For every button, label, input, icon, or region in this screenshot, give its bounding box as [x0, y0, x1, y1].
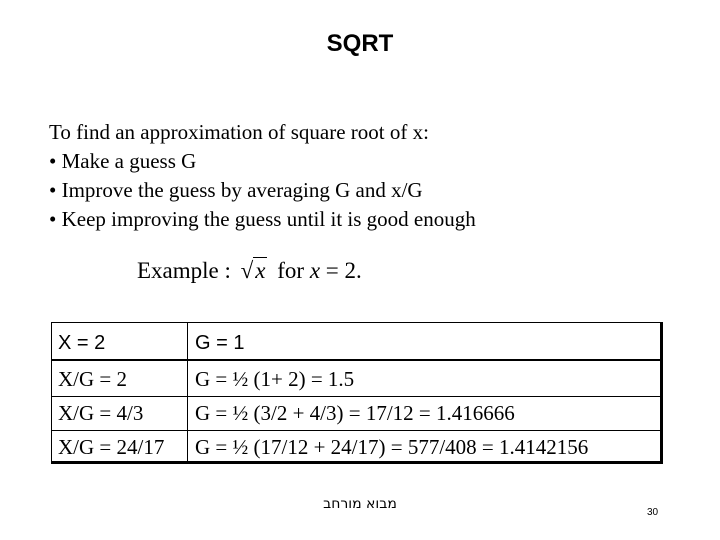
radicand: x — [255, 258, 266, 283]
intro-text — [49, 118, 476, 234]
table-cell: G = ½ (1+ 2) = 1.5 — [195, 367, 355, 391]
header-x: X = 2 — [58, 332, 106, 354]
column-divider — [187, 323, 188, 461]
footer-text: מבוא מורחב — [323, 496, 397, 512]
square-root-symbol: √x — [240, 258, 266, 283]
bullet-item: • Keep improving the guess until it is good enough — [49, 207, 476, 231]
example-formula — [137, 258, 362, 284]
table-divider — [52, 396, 660, 397]
page-number: 30 — [647, 507, 659, 518]
table-cell: G = ½ (3/2 + 4/3) = 17/12 = 1.416666 — [195, 401, 515, 425]
table-divider — [52, 359, 660, 361]
example-value: = 2. — [325, 258, 362, 283]
table-divider — [52, 430, 660, 431]
example-label: Example : — [137, 258, 231, 283]
table-cell: G = ½ (17/12 + 24/17) = 577/408 = 1.4142156 — [195, 435, 589, 459]
bullet-item: • Make a guess G — [49, 149, 197, 173]
iteration-table — [51, 322, 663, 464]
table-cell: X/G = 2 — [58, 367, 128, 391]
slide-title: SQRT — [326, 30, 394, 57]
header-g: G = 1 — [195, 332, 245, 354]
table-cell: X/G = 4/3 — [58, 401, 144, 425]
for-text: for — [277, 258, 305, 283]
example-variable: x — [309, 258, 321, 283]
intro-line: To find an approximation of square root of x: — [49, 120, 429, 144]
table-cell: X/G = 24/17 — [58, 435, 165, 459]
bullet-item: • Improve the guess by averaging G and x/G — [49, 178, 423, 202]
